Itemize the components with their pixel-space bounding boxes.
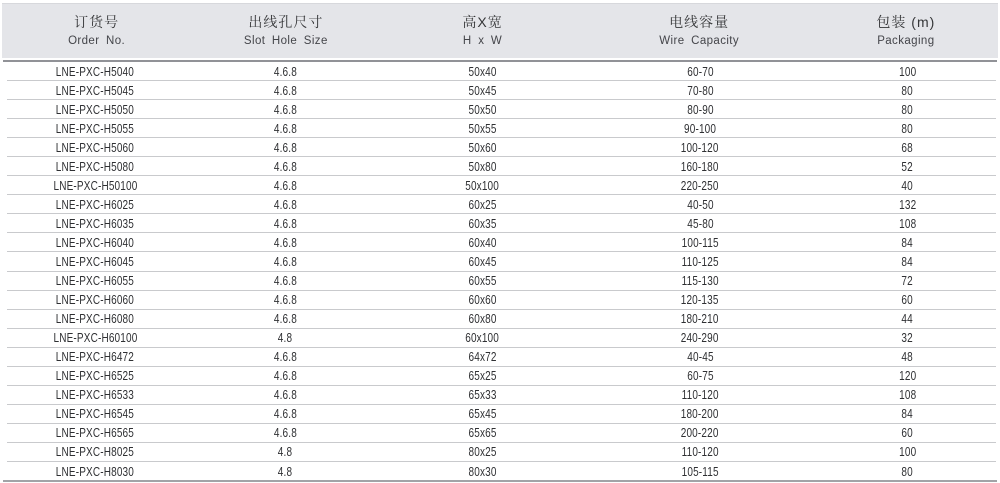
- cell-h-x-w: 50x45: [468, 83, 497, 98]
- cell-h-x-w: 60x35: [468, 216, 497, 231]
- cell-slot-hole-size: 4.6.8: [273, 235, 297, 250]
- cell-order-no: LNE-PXC-H5080: [55, 159, 135, 174]
- table-row: [0, 233, 1000, 252]
- cell-order-no: LNE-PXC-H6080: [55, 312, 135, 327]
- cell-wire-capacity: 90-100: [683, 121, 717, 136]
- cell-wire-capacity: 40-50: [686, 197, 714, 212]
- cell-slot-hole-size: 4.6.8: [273, 121, 297, 136]
- cell-slot-hole-size: 4.6.8: [273, 159, 297, 174]
- cell-slot-hole-size: 4.6.8: [273, 102, 297, 117]
- cell-order-no: LNE-PXC-H6472: [55, 350, 135, 365]
- cell-wire-capacity: 100-115: [681, 235, 719, 250]
- header-packaging-en: Packaging: [877, 34, 935, 47]
- cell-packaging: 108: [898, 388, 917, 403]
- table-row: [0, 405, 1000, 424]
- cell-order-no: LNE-PXC-H6545: [55, 407, 135, 422]
- header-wire-capacity-zh: 电线容量: [669, 13, 730, 30]
- cell-slot-hole-size: 4.6.8: [273, 350, 297, 365]
- cell-order-no: LNE-PXC-H6533: [55, 388, 135, 403]
- cell-packaging: 80: [901, 121, 914, 136]
- cell-order-no: LNE-PXC-H6040: [55, 235, 135, 250]
- cell-h-x-w: 50x50: [468, 102, 497, 117]
- cell-wire-capacity: 240-290: [681, 331, 719, 346]
- cell-order-no: LNE-PXC-H8030: [55, 464, 135, 479]
- table-header: [2, 3, 998, 58]
- cell-h-x-w: 80x25: [468, 445, 497, 460]
- cell-wire-capacity: 80-90: [686, 102, 714, 117]
- cell-order-no: LNE-PXC-H5055: [55, 121, 135, 136]
- cell-order-no: LNE-PXC-H6565: [55, 426, 135, 441]
- cell-packaging: 84: [901, 235, 914, 250]
- cell-order-no: LNE-PXC-H8025: [55, 445, 135, 460]
- cell-h-x-w: 50x55: [468, 121, 497, 136]
- cell-wire-capacity: 110-120: [681, 388, 719, 403]
- header-order-no-en: Order No.: [68, 34, 126, 47]
- cell-order-no: LNE-PXC-H50100: [53, 178, 137, 193]
- cell-h-x-w: 60x25: [468, 197, 497, 212]
- cell-wire-capacity: 105-115: [681, 464, 719, 479]
- cell-h-x-w: 60x40: [468, 235, 497, 250]
- cell-slot-hole-size: 4.6.8: [273, 64, 297, 79]
- cell-slot-hole-size: 4.6.8: [273, 83, 297, 98]
- cell-order-no: LNE-PXC-H5060: [55, 140, 135, 155]
- cell-wire-capacity: 120-135: [681, 293, 719, 308]
- cell-wire-capacity: 110-120: [681, 445, 719, 460]
- cell-packaging: 40: [901, 178, 914, 193]
- table-row: [0, 367, 1000, 386]
- header-packaging-zh: 包装 (m): [876, 13, 936, 30]
- cell-wire-capacity: 70-80: [686, 83, 714, 98]
- table-row: [0, 310, 1000, 329]
- table-row: [0, 348, 1000, 367]
- table-body: [0, 62, 1000, 481]
- header-cell-slot-hole-size: [191, 15, 380, 48]
- cell-h-x-w: 50x100: [465, 178, 500, 193]
- cell-slot-hole-size: 4.6.8: [273, 369, 297, 384]
- cell-order-no: LNE-PXC-H6525: [55, 369, 135, 384]
- cell-wire-capacity: 160-180: [681, 159, 719, 174]
- table-row: [0, 195, 1000, 214]
- cell-order-no: LNE-PXC-H6025: [55, 197, 135, 212]
- table-row: [0, 157, 1000, 176]
- header-cell-order-no: [2, 15, 191, 48]
- cell-slot-hole-size: 4.6.8: [273, 140, 297, 155]
- table-row: [0, 214, 1000, 233]
- table-row: [0, 291, 1000, 310]
- cell-wire-capacity: 200-220: [681, 426, 719, 441]
- table-row: [0, 119, 1000, 138]
- cell-packaging: 108: [898, 216, 917, 231]
- table-row: [0, 176, 1000, 195]
- cell-order-no: LNE-PXC-H6055: [55, 274, 135, 289]
- cell-packaging: 80: [901, 102, 914, 117]
- cell-h-x-w: 65x25: [468, 369, 497, 384]
- header-h-x-w-en: H x W: [462, 34, 503, 47]
- cell-wire-capacity: 60-75: [686, 369, 714, 384]
- cell-packaging: 80: [901, 464, 914, 479]
- cell-h-x-w: 65x45: [468, 407, 497, 422]
- cell-h-x-w: 65x65: [468, 426, 497, 441]
- table-row: [0, 386, 1000, 405]
- cell-h-x-w: 50x40: [468, 64, 497, 79]
- cell-slot-hole-size: 4.6.8: [273, 197, 297, 212]
- cell-packaging: 48: [901, 350, 914, 365]
- cell-packaging: 72: [901, 274, 914, 289]
- cell-slot-hole-size: 4.6.8: [273, 407, 297, 422]
- header-h-x-w-zh: 高X宽: [462, 13, 503, 30]
- cell-order-no: LNE-PXC-H5045: [55, 83, 135, 98]
- cell-slot-hole-size: 4.6.8: [273, 178, 297, 193]
- cell-h-x-w: 50x60: [468, 140, 497, 155]
- cell-slot-hole-size: 4.8: [277, 445, 293, 460]
- header-slot-hole-size-en: Slot Hole Size: [243, 34, 328, 47]
- cell-packaging: 32: [901, 331, 914, 346]
- header-slot-hole-size-zh: 出线孔尺寸: [248, 13, 324, 30]
- cell-wire-capacity: 180-210: [681, 312, 719, 327]
- header-wire-capacity-en: Wire Capacity: [659, 34, 740, 47]
- header-cell-packaging: [814, 15, 998, 48]
- table-row: [0, 424, 1000, 443]
- cell-slot-hole-size: 4.6.8: [273, 216, 297, 231]
- cell-packaging: 84: [901, 254, 914, 269]
- cell-slot-hole-size: 4.6.8: [273, 254, 297, 269]
- cell-order-no: LNE-PXC-H6035: [55, 216, 135, 231]
- header-cell-wire-capacity: [585, 15, 814, 48]
- table-row: [0, 272, 1000, 291]
- cell-slot-hole-size: 4.8: [277, 331, 293, 346]
- cell-h-x-w: 60x100: [465, 331, 500, 346]
- cell-h-x-w: 60x60: [468, 293, 497, 308]
- cell-slot-hole-size: 4.6.8: [273, 274, 297, 289]
- cell-order-no: LNE-PXC-H6045: [55, 254, 135, 269]
- cell-wire-capacity: 40-45: [686, 350, 714, 365]
- cell-packaging: 120: [898, 369, 917, 384]
- table-row: [0, 329, 1000, 348]
- cell-slot-hole-size: 4.6.8: [273, 388, 297, 403]
- table-row: [0, 100, 1000, 119]
- cell-wire-capacity: 220-250: [681, 178, 719, 193]
- cell-wire-capacity: 180-200: [681, 407, 719, 422]
- cell-order-no: LNE-PXC-H6060: [55, 293, 135, 308]
- table-row: [0, 138, 1000, 157]
- cell-h-x-w: 60x45: [468, 254, 497, 269]
- cell-h-x-w: 50x80: [468, 159, 497, 174]
- cell-wire-capacity: 100-120: [681, 140, 719, 155]
- cell-order-no: LNE-PXC-H5040: [55, 64, 135, 79]
- cell-slot-hole-size: 4.8: [277, 464, 293, 479]
- cell-wire-capacity: 60-70: [686, 64, 714, 79]
- header-cell-h-x-w: [380, 15, 584, 48]
- header-order-no-zh: 订货号: [74, 13, 120, 30]
- cell-h-x-w: 80x30: [468, 464, 497, 479]
- cell-wire-capacity: 110-125: [681, 254, 719, 269]
- cell-slot-hole-size: 4.6.8: [273, 293, 297, 308]
- cell-packaging: 80: [901, 83, 914, 98]
- table-row: [0, 252, 1000, 271]
- cell-packaging: 60: [901, 426, 914, 441]
- cell-wire-capacity: 45-80: [686, 216, 714, 231]
- cell-packaging: 44: [901, 312, 914, 327]
- cell-packaging: 84: [901, 407, 914, 422]
- cell-slot-hole-size: 4.6.8: [273, 312, 297, 327]
- table-row: [0, 443, 1000, 462]
- cell-packaging: 52: [901, 159, 914, 174]
- cell-h-x-w: 65x33: [468, 388, 497, 403]
- table-row: [0, 462, 1000, 481]
- cell-packaging: 100: [898, 445, 917, 460]
- cell-packaging: 60: [901, 293, 914, 308]
- table-row: [0, 62, 1000, 81]
- cell-packaging: 132: [898, 197, 917, 212]
- cell-order-no: LNE-PXC-H60100: [53, 331, 137, 346]
- cell-h-x-w: 64x72: [468, 350, 497, 365]
- cell-packaging: 100: [898, 64, 917, 79]
- table-row: [0, 81, 1000, 100]
- cell-h-x-w: 60x55: [468, 274, 497, 289]
- cell-packaging: 68: [901, 140, 914, 155]
- cell-h-x-w: 60x80: [468, 312, 497, 327]
- cell-wire-capacity: 115-130: [681, 274, 719, 289]
- cell-order-no: LNE-PXC-H5050: [55, 102, 135, 117]
- cell-slot-hole-size: 4.6.8: [273, 426, 297, 441]
